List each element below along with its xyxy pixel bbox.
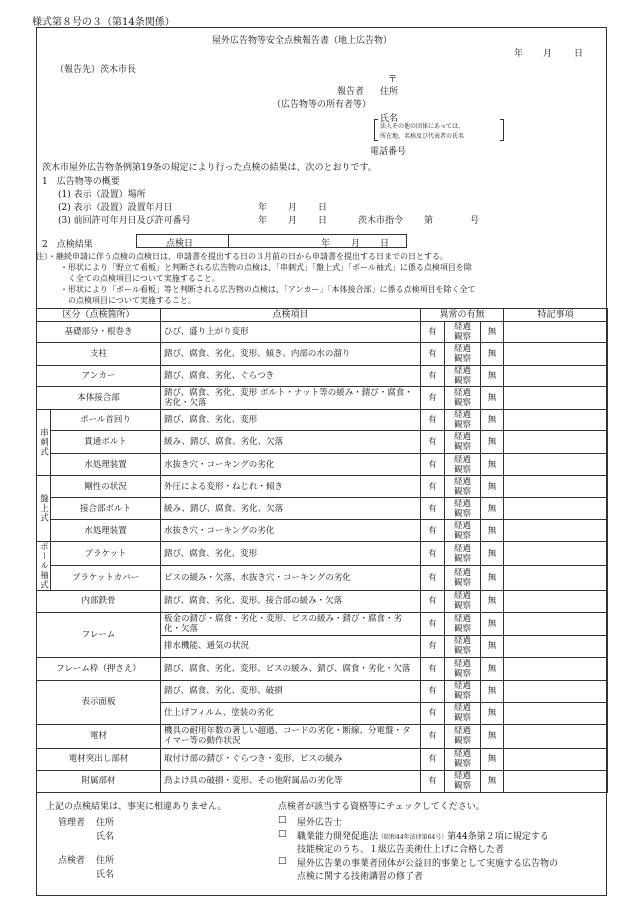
qualification-prompt: 点検者が該当する資格等にチェックしてください。 xyxy=(278,802,485,812)
option-none[interactable]: 無 xyxy=(481,431,504,454)
inspection-date-label: 点検日 xyxy=(166,239,194,249)
option-none[interactable]: 無 xyxy=(481,520,504,542)
option-yes[interactable]: 有 xyxy=(421,748,445,770)
row-item: 錆び、腐食、劣化、変形、ビスの緩み、錆び、腐食・劣化・欠落 xyxy=(161,657,421,680)
table-row xyxy=(37,566,608,590)
row-item: 仕上げフィルム、塗装の劣化 xyxy=(161,702,421,724)
option-yes[interactable]: 有 xyxy=(421,680,445,702)
item-location: (1) 表示（設置）場所 xyxy=(58,190,146,200)
remarks-cell[interactable] xyxy=(504,566,608,590)
corp-bracket-right xyxy=(500,119,504,141)
remarks-cell[interactable] xyxy=(504,770,608,792)
row-item: 外圧による変形・ねじれ・傾き xyxy=(161,476,421,498)
table-row xyxy=(37,322,608,343)
group-banjo: 盤上式 xyxy=(37,476,51,542)
option-observe[interactable]: 経過 観察 xyxy=(445,520,481,542)
inspection-month: 月 xyxy=(351,239,361,249)
permit-day: 日 xyxy=(318,216,328,226)
row-part: 支柱 xyxy=(37,343,161,366)
phone-label: 電話番号 xyxy=(370,147,407,157)
section-2-heading: 2 点検結果 xyxy=(42,240,93,250)
note-3a: ・形状により「ポール看板」等と判断される広告物の点検は、「アンカー」「本体接合部」に係る点検項目を除く全て xyxy=(60,285,476,294)
row-part: 基礎部分・根巻き xyxy=(37,322,161,343)
remarks-cell[interactable] xyxy=(504,410,608,431)
remarks-cell[interactable] xyxy=(504,431,608,454)
table-row xyxy=(37,498,608,520)
permit-month: 月 xyxy=(288,216,298,226)
option-none[interactable]: 無 xyxy=(481,635,504,657)
option-none[interactable]: 無 xyxy=(481,542,504,566)
inspector-name-label: 氏名 xyxy=(96,870,115,880)
option-observe[interactable]: 経過 観察 xyxy=(445,612,481,635)
row-item: 錆び、腐食、劣化、変形 xyxy=(161,410,421,431)
row-part: アンカー xyxy=(37,366,161,387)
option-yes[interactable]: 有 xyxy=(421,520,445,542)
row-part: フレーム枠（押さえ） xyxy=(37,657,161,680)
option-yes[interactable]: 有 xyxy=(421,366,445,387)
note-2b: く全ての点検項目について実施すること。 xyxy=(68,274,220,283)
option-none[interactable]: 無 xyxy=(481,387,504,410)
option-yes[interactable]: 有 xyxy=(421,724,445,748)
confirm-statement: 上記の点検結果は、事実に相違ありません。 xyxy=(46,802,227,812)
install-day: 日 xyxy=(318,203,328,213)
option-yes[interactable]: 有 xyxy=(421,657,445,680)
option-yes[interactable]: 有 xyxy=(421,770,445,792)
inspector-address-label: 住所 xyxy=(96,856,115,866)
option-none[interactable]: 無 xyxy=(481,410,504,431)
option-none[interactable]: 無 xyxy=(481,343,504,366)
table-row xyxy=(37,724,608,748)
row-part: 接合部ボルト xyxy=(51,498,161,520)
option-yes[interactable]: 有 xyxy=(421,590,445,612)
manager-label: 管理者 xyxy=(58,818,86,828)
row-item: 板金の錆び・腐食・劣化・変形、ビスの緩み・錆び・腐食・劣化・欠落 xyxy=(161,612,421,635)
row-item: 緩み、錆び、腐食、劣化、欠落 xyxy=(161,431,421,454)
manager-address-label: 住所 xyxy=(96,818,115,828)
remarks-cell[interactable] xyxy=(504,520,608,542)
row-part: 貫通ボルト xyxy=(51,431,161,454)
table-row xyxy=(37,387,608,410)
row-part: 水処理装置 xyxy=(51,520,161,542)
row-item: 機具の耐用年数の著しい超過、コードの劣化・断線、分電盤・タイマー等の動作状況 xyxy=(161,724,421,748)
city-order-label: 茨木市指令 xyxy=(358,216,404,226)
remarks-cell[interactable] xyxy=(504,657,608,680)
row-part: ブラケットカバー xyxy=(51,566,161,590)
item-install-date: (2) 表示（設置）設置年月日 xyxy=(58,203,173,213)
remarks-cell[interactable] xyxy=(504,590,608,612)
qual-checkbox-1[interactable]: □ xyxy=(278,815,287,825)
manager-name-label: 氏名 xyxy=(96,832,115,842)
header-abnormal: 異常の有無 xyxy=(421,309,504,322)
remarks-cell[interactable] xyxy=(504,366,608,387)
remarks-cell[interactable] xyxy=(504,635,608,657)
date-month: 月 xyxy=(543,49,553,59)
remarks-cell[interactable] xyxy=(504,680,608,702)
option-observe[interactable]: 経過 観察 xyxy=(445,366,481,387)
row-part: 電材突出し部材 xyxy=(37,748,161,770)
row-item: 錆び、腐食、劣化、ぐらつき xyxy=(161,366,421,387)
table-row xyxy=(37,590,608,612)
table-row xyxy=(37,657,608,680)
permit-year: 年 xyxy=(258,216,268,226)
table-row xyxy=(37,680,608,702)
header-remarks: 特記事項 xyxy=(504,309,608,322)
remarks-cell[interactable] xyxy=(504,724,608,748)
name-label: 氏名 xyxy=(380,114,399,124)
remarks-cell[interactable] xyxy=(504,702,608,724)
option-observe[interactable]: 経過 観察 xyxy=(445,431,481,454)
corp-note-1: 法人その他の団体にあっては、 xyxy=(380,123,464,130)
install-year: 年 xyxy=(258,203,268,213)
option-yes[interactable]: 有 xyxy=(421,410,445,431)
item-prev-permit: (3) 前回許可年月日及び許可番号 xyxy=(58,216,191,226)
option-observe[interactable]: 経過 観察 xyxy=(445,657,481,680)
option-yes[interactable]: 有 xyxy=(421,322,445,343)
header-item: 点検項目 xyxy=(161,309,421,322)
option-yes[interactable]: 有 xyxy=(421,612,445,635)
remarks-cell[interactable] xyxy=(504,748,608,770)
note-1: 注）・継続申請に伴う点検の点検日は、申請書を提出する日の３月前の日から申請書を提出する日までの日とする。 xyxy=(36,252,448,261)
row-item: 緩み、錆び、腐食、劣化、欠落 xyxy=(161,498,421,520)
date-year: 年 xyxy=(514,49,524,59)
remarks-cell[interactable] xyxy=(504,498,608,520)
section-1-heading: 1 広告物等の概要 xyxy=(42,177,120,187)
option-yes[interactable]: 有 xyxy=(421,635,445,657)
inspection-day: 日 xyxy=(380,239,390,249)
option-observe[interactable]: 経過 観察 xyxy=(445,498,481,520)
qual-checkbox-3[interactable]: □ xyxy=(278,856,287,866)
option-yes[interactable]: 有 xyxy=(421,454,445,476)
reporter-label: 報告者 xyxy=(337,87,365,97)
install-month: 月 xyxy=(288,203,298,213)
postal-mark: 〒 xyxy=(388,75,398,85)
option-none[interactable]: 無 xyxy=(481,702,504,724)
option-observe[interactable]: 経過 観察 xyxy=(445,322,481,343)
table-row xyxy=(37,366,608,387)
recipient: （報告先）茨木市長 xyxy=(55,65,137,75)
row-part: 水処理装置 xyxy=(51,454,161,476)
option-observe[interactable]: 経過 観察 xyxy=(445,590,481,612)
date-day: 日 xyxy=(574,49,584,59)
row-part: 電材 xyxy=(37,724,161,748)
row-item: 鳥よけ具の破損・変形、その他附属品の劣化等 xyxy=(161,770,421,792)
form-number: 様式第８号の３（第14条関係） xyxy=(32,17,175,28)
option-observe[interactable]: 経過 観察 xyxy=(445,724,481,748)
row-part: 内部鉄骨 xyxy=(37,590,161,612)
row-item: 水抜き穴・コーキングの劣化 xyxy=(161,454,421,476)
table-row xyxy=(37,454,608,476)
inspection-date-divider xyxy=(228,234,229,248)
row-part: 本体接合部 xyxy=(37,387,161,410)
row-part: 剛性の状況 xyxy=(51,476,161,498)
option-yes[interactable]: 有 xyxy=(421,566,445,590)
row-item: 取付け部の錆び・ぐらつき・変形、ビスの緩み xyxy=(161,748,421,770)
qual-checkbox-2[interactable]: □ xyxy=(278,829,287,839)
option-none[interactable]: 無 xyxy=(481,680,504,702)
option-observe[interactable]: 経過 観察 xyxy=(445,635,481,657)
row-item: ビスの緩み・欠落、水抜き穴・コーキングの劣化 xyxy=(161,566,421,590)
qual-3-label-b: 点検に関する技術講習の修了者 xyxy=(297,872,424,882)
qual-2-label-c: 技能検定のうち、１級広告美術仕上げに合格した者 xyxy=(297,845,505,855)
row-part: ポール首回り xyxy=(51,410,161,431)
option-yes[interactable]: 有 xyxy=(421,702,445,724)
option-observe[interactable]: 経過 観察 xyxy=(445,566,481,590)
option-observe[interactable]: 経過 観察 xyxy=(445,748,481,770)
table-row xyxy=(37,520,608,542)
option-observe[interactable]: 経過 観察 xyxy=(445,410,481,431)
row-item: 錆び、腐食、劣化、変形 xyxy=(161,542,421,566)
option-yes[interactable]: 有 xyxy=(421,476,445,498)
option-observe[interactable]: 経過 観察 xyxy=(445,680,481,702)
row-item: 錆び、腐食、劣化、変形 ボルト・ナット等の緩み・錆び・腐食・劣化・欠落 xyxy=(161,387,421,410)
row-item: ひび、盛り上がり変形 xyxy=(161,322,421,343)
option-yes[interactable]: 有 xyxy=(421,431,445,454)
remarks-cell[interactable] xyxy=(504,612,608,635)
row-part: ブラケット xyxy=(51,542,161,566)
option-none[interactable]: 無 xyxy=(481,590,504,612)
table-row xyxy=(37,343,608,366)
permit-go: 号 xyxy=(470,216,480,226)
option-observe[interactable]: 経過 観察 xyxy=(445,542,481,566)
row-part: 表示面板 xyxy=(37,680,161,724)
group-kushi: 串刺式 xyxy=(37,410,51,476)
option-none[interactable]: 無 xyxy=(481,476,504,498)
table-row xyxy=(37,612,608,635)
row-item: 錆び、腐食、劣化、変形、傾き、内部の水の溜り xyxy=(161,343,421,366)
option-observe[interactable]: 経過 観察 xyxy=(445,387,481,410)
table-row xyxy=(37,748,608,770)
option-yes[interactable]: 有 xyxy=(421,542,445,566)
note-3b: の点検項目について実施すること。 xyxy=(68,296,196,305)
corp-note-2: 所在地、名称及び代表者の氏名 xyxy=(380,133,465,140)
table-row xyxy=(37,431,608,454)
option-observe[interactable]: 経過 観察 xyxy=(445,454,481,476)
remarks-cell[interactable] xyxy=(504,542,608,566)
option-none[interactable]: 無 xyxy=(481,657,504,680)
option-none[interactable]: 無 xyxy=(481,322,504,343)
owner-note: （広告物等の所有者等） xyxy=(272,100,372,110)
table-header-row xyxy=(37,309,608,322)
note-2a: ・形状により「野立て看板」と判断される広告物の点検は、「串刺式」「盤上式」「ポール袖式」に係る点検項目を除 xyxy=(60,263,472,272)
remarks-cell[interactable] xyxy=(504,454,608,476)
option-yes[interactable]: 有 xyxy=(421,498,445,520)
option-observe[interactable]: 経過 観察 xyxy=(445,476,481,498)
option-observe[interactable]: 経過 観察 xyxy=(445,770,481,792)
row-item: 水抜き穴・コーキングの劣化 xyxy=(161,520,421,542)
option-yes[interactable]: 有 xyxy=(421,343,445,366)
inspector-label: 点検者 xyxy=(58,856,86,866)
row-item: 排水機能、通気の状況 xyxy=(161,635,421,657)
option-none[interactable]: 無 xyxy=(481,612,504,635)
table-row xyxy=(37,410,608,431)
inspection-table xyxy=(36,308,608,793)
option-none[interactable]: 無 xyxy=(481,366,504,387)
option-none[interactable]: 無 xyxy=(481,566,504,590)
row-item: 錆び、腐食、劣化、変形、接合部の緩み・欠落 xyxy=(161,590,421,612)
option-none[interactable]: 無 xyxy=(481,454,504,476)
qual-1-label: 屋外広告士 xyxy=(297,818,343,828)
row-part: フレーム xyxy=(37,612,161,657)
table-row xyxy=(37,770,608,792)
row-part: 附属部材 xyxy=(37,770,161,792)
corp-bracket-left xyxy=(374,119,378,141)
option-none[interactable]: 無 xyxy=(481,770,504,792)
option-none[interactable]: 無 xyxy=(481,724,504,748)
row-item: 錆び、腐食、劣化、変形、破損 xyxy=(161,680,421,702)
remarks-cell[interactable] xyxy=(504,387,608,410)
qual-3-label-a: 屋外広告業の事業者団体が公益目的事業として実施する広告物の xyxy=(297,859,559,869)
intro-sentence: 茨木市屋外広告物条例第19条の規定により行った点検の結果は、次のとおりです。 xyxy=(42,163,377,173)
option-none[interactable]: 無 xyxy=(481,498,504,520)
option-observe[interactable]: 経過 観察 xyxy=(445,702,481,724)
remarks-cell[interactable] xyxy=(504,343,608,366)
option-none[interactable]: 無 xyxy=(481,748,504,770)
permit-dai: 第 xyxy=(424,216,434,226)
table-row xyxy=(37,542,608,566)
qual-2-label-a: 職業能力開発促進法（昭和44年法律第64号）第44条第２項に規定する xyxy=(297,832,549,842)
form-title: 屋外広告物等安全点検報告書（地上広告物） xyxy=(212,36,393,46)
option-yes[interactable]: 有 xyxy=(421,387,445,410)
remarks-cell[interactable] xyxy=(504,322,608,343)
header-part: 区分（点検箇所） xyxy=(37,309,161,322)
option-observe[interactable]: 経過 観察 xyxy=(445,343,481,366)
address-label: 住所 xyxy=(380,87,399,97)
inspection-year: 年 xyxy=(321,239,331,249)
remarks-cell[interactable] xyxy=(504,476,608,498)
group-pole: ポール袖式 xyxy=(38,542,49,590)
table-row xyxy=(37,476,608,498)
